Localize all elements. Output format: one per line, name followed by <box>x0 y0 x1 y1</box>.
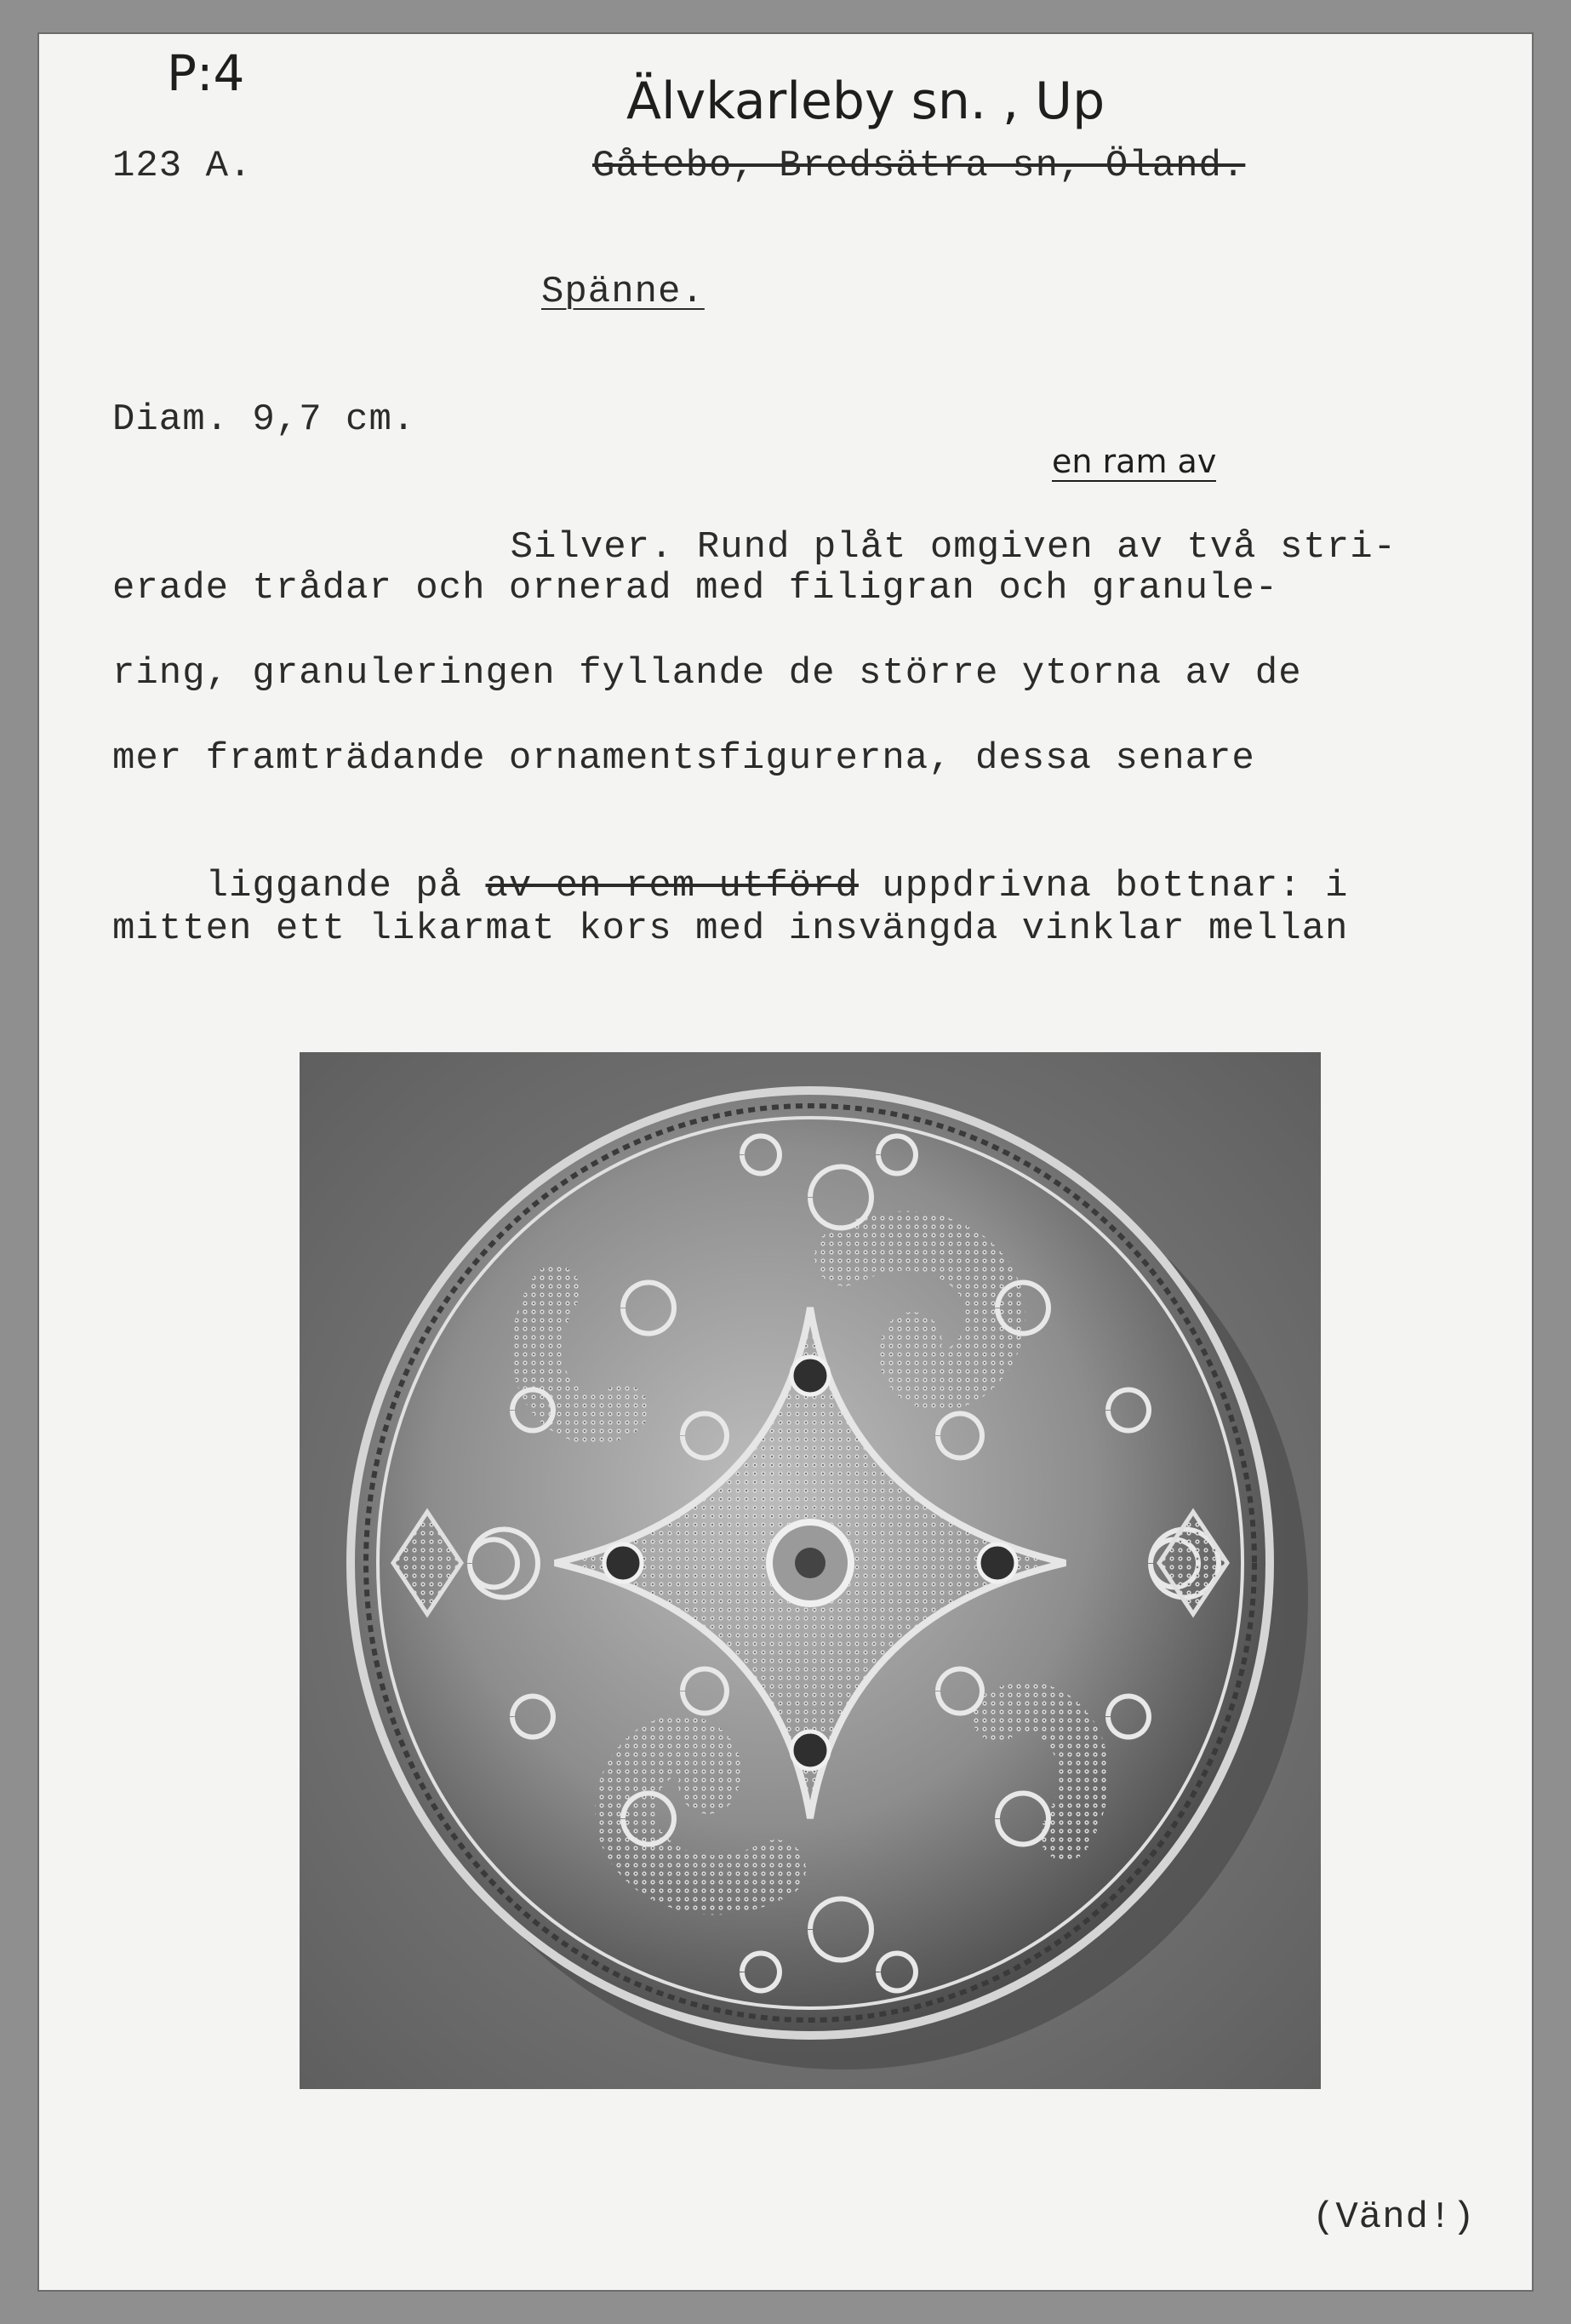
body-line-6: mitten ett likarmat kors med insvängda vinklar mellan <box>112 907 1349 950</box>
line1-suffix: två stri- <box>1163 526 1397 569</box>
line1-mid: av <box>1093 526 1163 569</box>
line5-suffix: uppdrivna bottnar: i <box>858 865 1349 907</box>
catalog-number: 123 A. <box>112 145 253 187</box>
filigree-brooch-image <box>300 1052 1321 2089</box>
object-title: Spänne. <box>541 271 705 313</box>
shelf-mark: P:4 <box>167 44 245 102</box>
brooch-photograph <box>300 1052 1321 2089</box>
place-struck-out: Gåtebo, Bredsätra sn, Öland. <box>592 145 1246 187</box>
turn-over-note: (Vänd!) <box>1312 2196 1476 2239</box>
line1-prefix: Silver. Rund plåt omgiven <box>510 526 1094 569</box>
diameter: Diam. 9,7 cm. <box>112 398 416 441</box>
line5-struck: av en rem utförd <box>485 865 859 907</box>
body-line-3: ring, granuleringen fyllande de större ytorna av de <box>112 652 1302 695</box>
handwritten-insertion: en ram av <box>1052 443 1217 480</box>
line5-prefix: liggande på <box>205 865 486 907</box>
body-line-2: erade trådar och ornerad med filigran och granule- <box>112 567 1279 610</box>
body-line-4: mer framträdande ornamentsfigurerna, dessa senare <box>112 737 1255 780</box>
place-handwritten: Älvkarleby sn. , Up <box>626 72 1105 131</box>
